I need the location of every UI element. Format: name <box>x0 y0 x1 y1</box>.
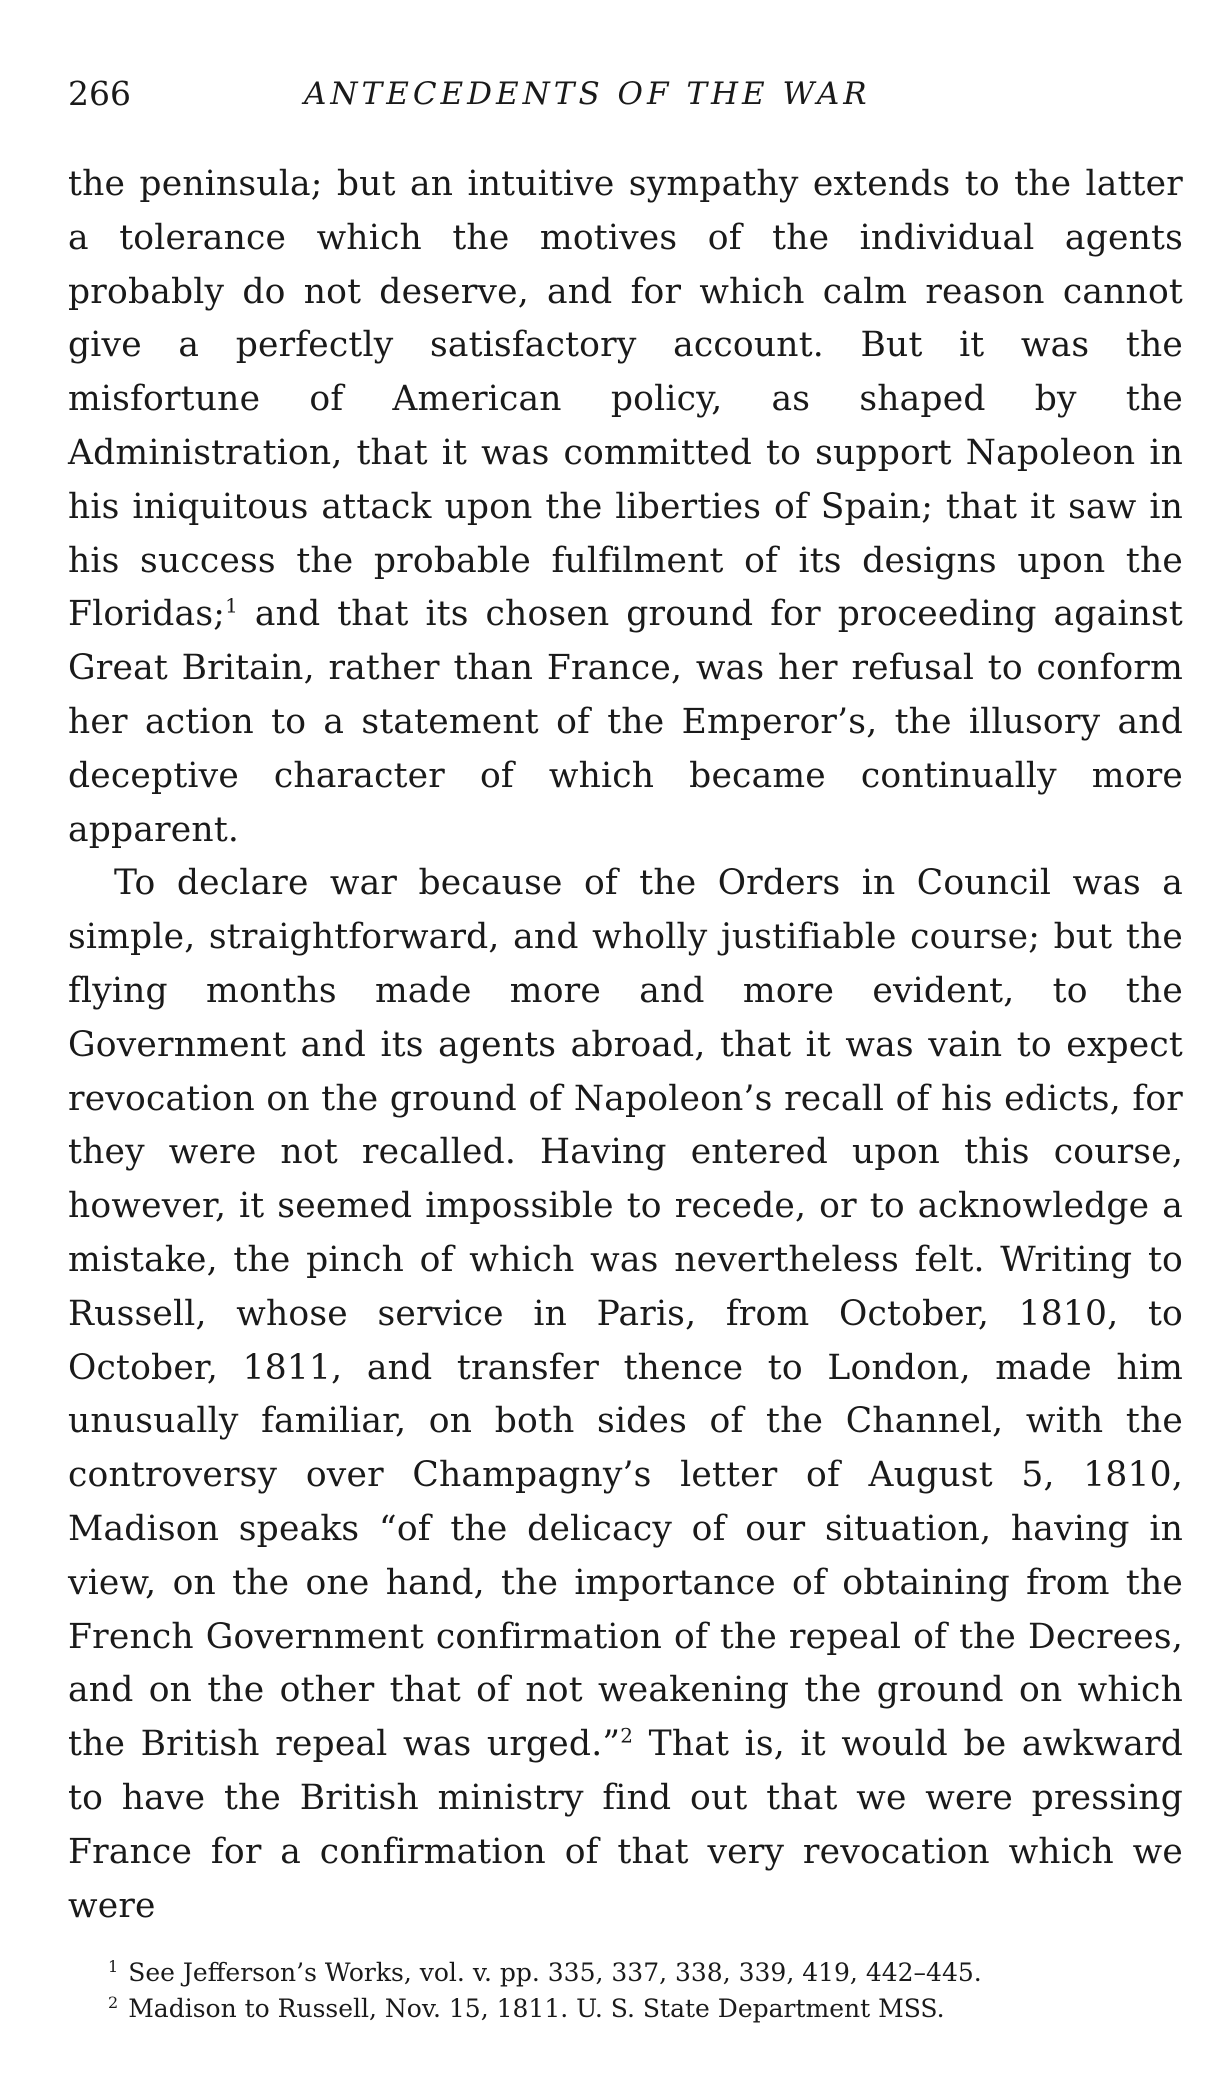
footnotes <box>108 1955 1183 2027</box>
page-number: 266 <box>68 74 131 113</box>
footnote-2-mark: 2 <box>108 1992 119 2012</box>
footnote-1-mark: 1 <box>108 1956 119 1976</box>
body-text <box>68 158 1183 1933</box>
paragraph-1-text-a: the peninsula; but an intuitive sympathy extends to the latter a tolerance which the motives of the individual agents probably do not deserve, and for which calm reason cannot give a perfectly satisfactory account. But it was the misfortune of American policy, as shaped by the Administration, that it was committed to support Napoleon in his iniquitous attack upon the liberties of Spain; that it saw in his success the probable fulfilment of its designs upon the Floridas; <box>68 164 1183 635</box>
paragraph-2-text-b: That is, it would be awkward to have the British ministry find out that we were pressing France for a confirmation of that very revocation which we were <box>68 1724 1183 1926</box>
footnote-2-text: Madison to Russell, Nov. 15, 1811. U. S. State Department MSS. <box>128 1994 945 2023</box>
footnote-1-text: See Jefferson’s Works, vol. v. pp. 335, 337, 338, 339, 419, 442–445. <box>128 1958 982 1987</box>
paragraph-2-text-a: To declare war because of the Orders in Council was a simple, straightforward, and wholly justifiable course; but the flying months made more and more evident, to the Government and its agents abroad, that it was vain to expect revocation on the ground of Napoleon’s recall of his edicts, for they were not recalled. Having entered upon this course, however, it seemed impossible to recede, or to acknowledge a mistake, the pinch of which was nevertheless felt. Writing to Russell, whose service in Paris, from October, 1810, to October, 1811, and transfer thence to London, made him unusually familiar, on both sides of the Channel, with the controversy over Champagny’s letter of August 5, 1810, Madison speaks “of the delicacy of our situation, having in view, on the one hand, the importance of obtaining from the French Government confirmation of the repeal of the Decrees, and on the other that of not weakening the ground on which the British repeal was urged.” <box>68 863 1183 1765</box>
paragraph-2 <box>68 857 1183 1933</box>
paragraph-1 <box>68 158 1183 857</box>
footnote-ref-2: 2 <box>620 1723 634 1748</box>
footnote-2 <box>108 1991 1183 2027</box>
footnote-ref-1: 1 <box>225 593 238 618</box>
running-title: ANTECEDENTS OF THE WAR <box>304 76 871 112</box>
footnote-1 <box>108 1955 1183 1991</box>
running-head <box>68 72 1183 116</box>
paragraph-1-text-b: and that its chosen ground for proceeding against Great Britain, rather than France, was her refusal to conform her action to a statement of the Emperor’s, the illusory and deceptive character of which became continually more apparent. <box>68 594 1183 850</box>
